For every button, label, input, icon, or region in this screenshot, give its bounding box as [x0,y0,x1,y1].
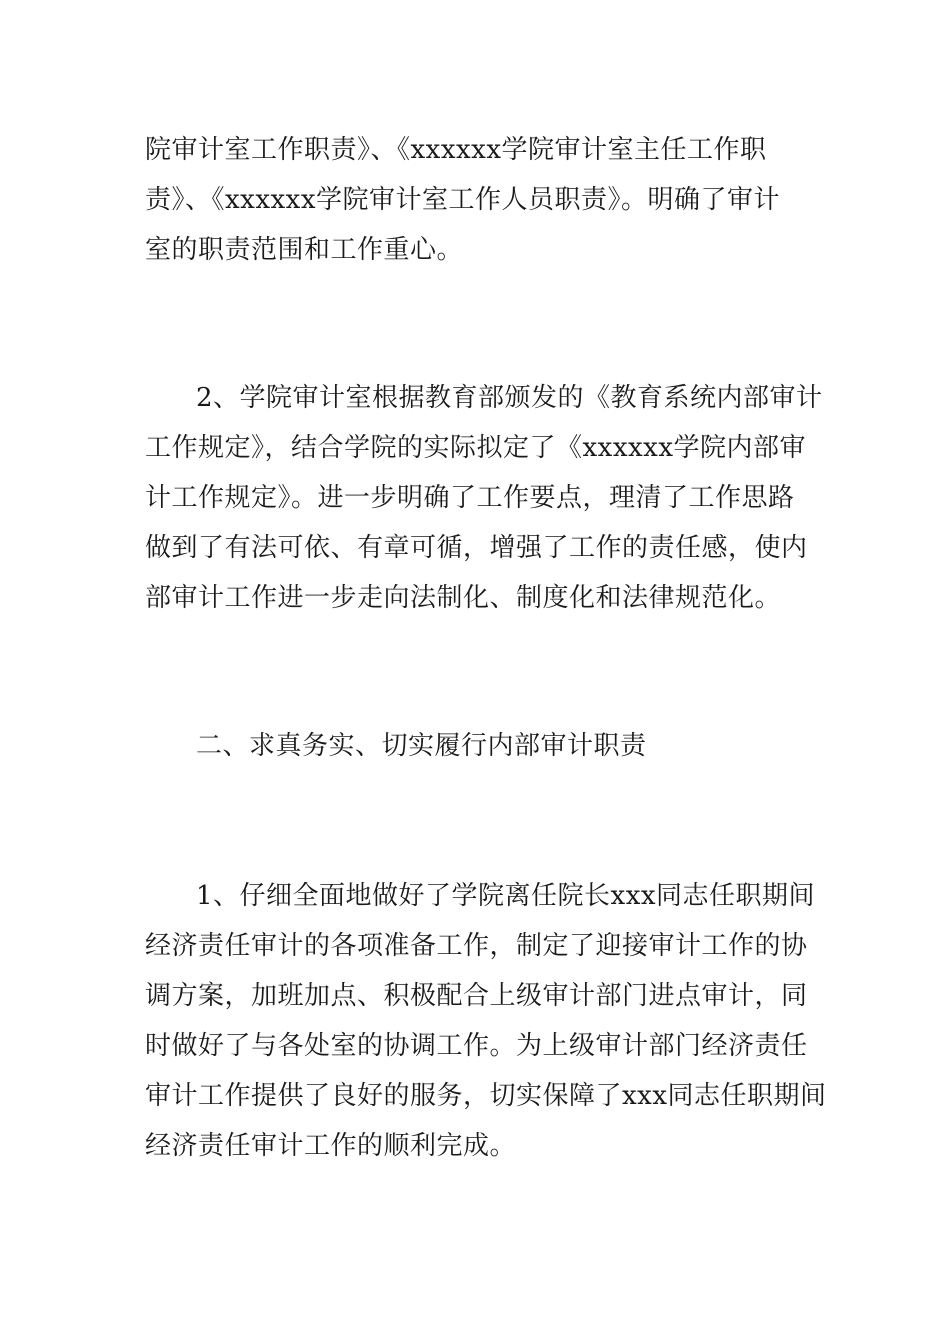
paragraph-3-line-1: 1、仔细全面地做好了学院离任院长xxx同志任职期间 [196,881,816,911]
paragraph-3-line-6: 经济责任审计工作的顺利完成。 [145,1131,517,1161]
paragraph-2-line-3: 计工作规定》。进一步明确了工作要点，理清了工作思路 [145,483,795,513]
paragraph-1-line-1: 院审计室工作职责》、《xxxxxx学院审计室主任工作职 [145,135,767,165]
paragraph-1-line-2: 责》、《xxxxxx学院审计室工作人员职责》。明确了审计 [145,185,780,215]
paragraph-2-line-1: 2、学院审计室根据教育部颁发的《教育系统内部审计 [196,383,823,413]
paragraph-2-line-4: 做到了有法可依、有章可循，增强了工作的责任感，使内 [145,533,808,563]
paragraph-1-line-3: 室的职责范围和工作重心。 [145,235,464,265]
paragraph-3-line-5: 审计工作提供了良好的服务，切实保障了xxx同志任职期间 [145,1081,827,1111]
paragraph-3-line-4: 时做好了与各处室的协调工作。为上级审计部门经济责任 [145,1031,808,1061]
paragraph-2-line-2: 工作规定》，结合学院的实际拟定了《xxxxxx学院内部审 [145,433,806,463]
paragraph-3-line-2: 经济责任审计的各项准备工作，制定了迎接审计工作的协 [145,931,808,961]
paragraph-2-line-5: 部审计工作进一步走向法制化、制度化和法律规范化。 [145,583,782,613]
paragraph-3-line-3: 调方案，加班加点、积极配合上级审计部门进点审计，同 [145,981,808,1011]
section-heading-2: 二、求真务实、切实履行内部审计职责 [196,731,647,761]
